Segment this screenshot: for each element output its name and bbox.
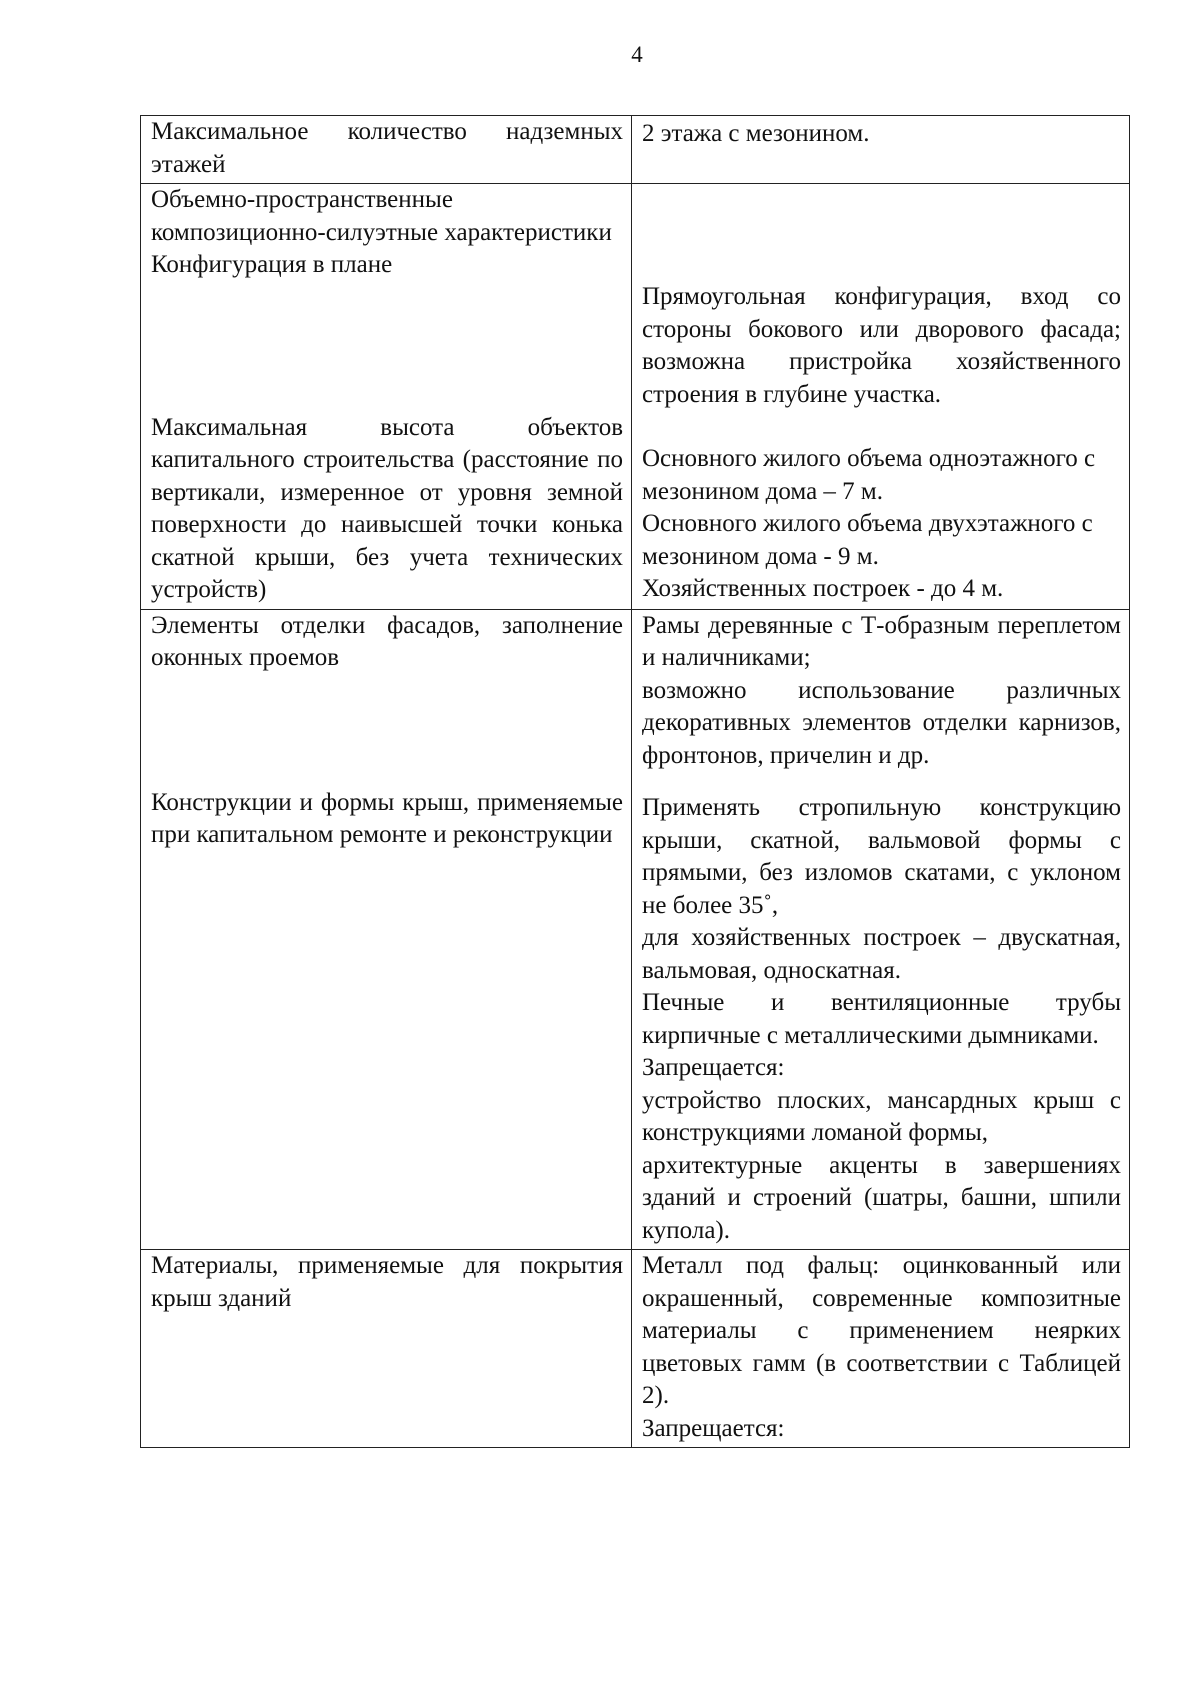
cell-text: архитектурные акценты в завершениях зданий и строений (шатры, башни, шпили купола). [642,1151,1121,1244]
table-cell-right [632,116,1130,184]
cell-text: Металл под фальц: оцинкованный или окрашенный, современные композитные материалы с применением неярких цветовых гамм (в соответствии с Таблицей 2). [642,1252,1121,1409]
cell-text: Прямоугольная конфигурация, вход со стороны бокового или дворового фасада; возможна пристройка хозяйственного строения в глубине участка. [642,283,1121,408]
cell-text: Рамы деревянные с Т-образным переплетом и наличниками; [642,611,1121,671]
cell-text: возможно использование различных декоративных элементов отделки карнизов, фронтонов, причелин и др. [642,676,1121,769]
cell-text: Основного жилого объема двухэтажного с мезонином дома - 9 м. [642,510,1093,570]
table-row [141,609,1130,1250]
cell-text: Хозяйственных построек - до 4 м. [642,575,1004,602]
cell-text: Материалы, применяемые для покрытия крыш зданий [151,1252,623,1312]
cell-text: Объемно-пространственные композиционно-силуэтные характеристики [151,186,612,246]
table-cell-left [141,116,632,184]
regulations-table [140,115,1130,1448]
cell-text: Элементы отделки фасадов, заполнение оконных проемов [151,611,623,671]
cell-text: Конфигурация в плане [151,251,393,278]
cell-text: для хозяйственных построек – двускатная, вальмовая, односкатная. [642,924,1121,984]
cell-text: устройство плоских, мансардных крыш с конструкциями ломаной формы, [642,1086,1121,1146]
cell-text: Запрещается: [642,1054,785,1081]
page-number: 4 [631,42,643,67]
cell-text: Запрещается: [642,1414,785,1442]
cell-text: Конструкции и формы крыш, применяемые при капитальном ремонте и реконструкции [151,788,623,848]
table-cell-right [632,184,1130,610]
cell-text: Применять стропильную конструкцию крыши, скатной, вальмовой формы с прямыми, без изломов скатами, с уклоном не более 35˚, [642,794,1121,919]
table-cell-right [632,1250,1130,1448]
cell-text: Основного жилого объема одноэтажного с мезонином дома – 7 м. [642,445,1096,505]
table-cell-left [141,609,632,1250]
table-row [141,184,1130,610]
cell-text: Максимальная высота объектов капитального строительства (расстояние по вертикали, измеренное от уровня земной поверхности до наивысшей точки конька скатной крыши, без учета технических устройств) [151,413,623,603]
table-cell-left [141,1250,632,1448]
cell-text: Печные и вентиляционные трубы кирпичные с металлическими дымниками. [642,989,1121,1049]
cell-text: Максимальное количество надземных этажей [151,118,623,178]
table-cell-right [632,609,1130,1250]
table-cell-left [141,184,632,610]
cell-text: 2 этажа с мезонином. [642,120,870,147]
table-row [141,116,1130,184]
table-row [141,1250,1130,1448]
